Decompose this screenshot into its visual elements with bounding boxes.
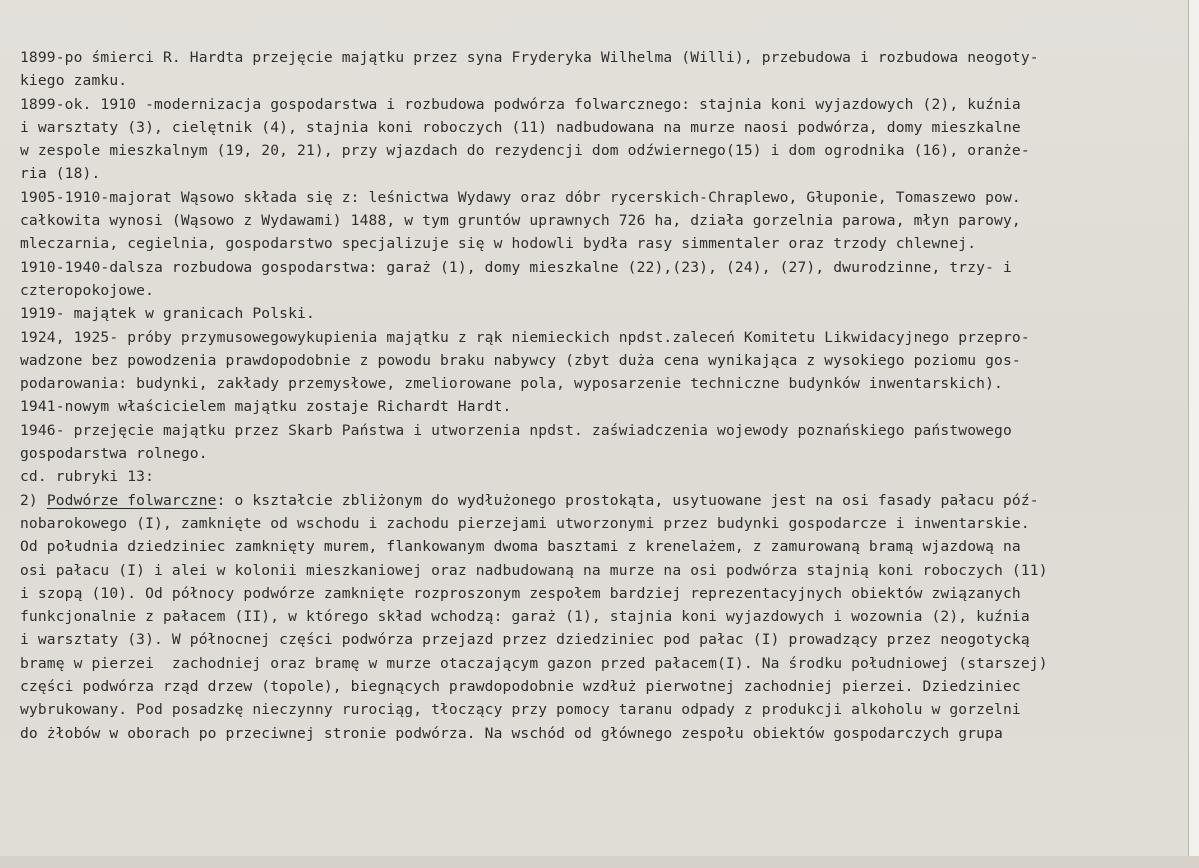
text-line: 1919- majątek w granicach Polski. <box>20 305 315 323</box>
text-line: całkowita wynosi (Wąsowo z Wydawami) 1488, w tym gruntów uprawnych 726 ha, działa gorzelnia parowa, młyn parowy, <box>20 212 1021 230</box>
text-line: 1899-po śmierci R. Hardta przejęcie majątku przez syna Fryderyka Wilhelma (Willi), przebudowa i rozbudowa neogoty- <box>20 49 1039 66</box>
text-line: 1924, 1925- próby przymusowegowykupienia majątku z rąk niemieckich npdst.zaleceń Komitetu Likwidacyjnego przepro- <box>20 328 1030 346</box>
text-line: czteropokojowe. <box>20 281 155 299</box>
text-line: 1910-1940-dalsza rozbudowa gospodarstwa: garaż (1), domy mieszkalne (22),(23), (24), (27), dwurodzinne, trzy- i <box>20 258 1012 276</box>
typed-text-body <box>20 46 1185 745</box>
text-line: bramę w pierzei zachodniej oraz bramę w murze otaczającym gazon przed pałacem(I). Na środku południowej (starszej) <box>20 654 1048 672</box>
text-line: i warsztaty (3), cielętnik (4), stajnia koni roboczych (11) nadbudowana na murze naosi podwórza, domy mieszkalne <box>20 118 1021 136</box>
text-line: w zespole mieszkalnym (19, 20, 21), przy wjazdach do rezydencji dom odźwiernego(15) i dom ogrodnika (16), oranże- <box>20 142 1030 160</box>
section-2-first-line <box>20 489 1185 512</box>
text-line: podarowania: budynki, zakłady przemysłowe, zmeliorowane pola, wyposarzenie techniczne budynków inwentarskich). <box>20 375 1003 393</box>
text-line: wadzone bez powodzenia prawdopodobnie z powodu braku nabywcy (zbyt duża cena wynikająca z wysokiego poziomu gos- <box>20 351 1021 369</box>
text-line: 1905-1910-majorat Wąsowo składa się z: leśnictwa Wydawy oraz dóbr rycerskich-Chraplewo, Głuponie, Tomaszewo pow. <box>20 188 1021 206</box>
text-line: Od południa dziedziniec zamknięty murem, flankowanym dwoma basztami z krenelażem, z zamurowaną bramą wjazdową na <box>20 538 1021 556</box>
section-2-text: : o kształcie zbliżonym do wydłużonego prostokąta, usytuowane jest na osi fasady pałacu póź- <box>216 491 1039 509</box>
text-line: mleczarnia, cegielnia, gospodarstwo specjalizuje się w hodowli bydła rasy simmentaler oraz trzody chlewnej. <box>20 235 977 253</box>
text-line: ria (18). <box>20 165 101 183</box>
text-line: do żłobów w oborach po przeciwnej stronie podwórza. Na wschód od głównego zespołu obiektów gospodarczych grupa <box>20 724 1003 742</box>
text-line: części podwórza rząd drzew (topole), biegnących prawdopodobnie wzdłuż pierwotnej zachodniej pierzei. Dziedziniec <box>20 678 1021 696</box>
text-line: wybrukowany. Pod posadzkę nieczynny rurociąg, tłoczący przy pomocy taranu odpady z produkcji alkoholu w gorzelni <box>20 701 1021 719</box>
page-edge-bottom <box>0 856 1199 868</box>
text-line: 1899-ok. 1910 -modernizacja gospodarstwa i rozbudowa podwórza folwarcznego: stajnia koni wyjazdowych (2), kuźnia <box>20 95 1021 113</box>
text-line: osi pałacu (I) i alei w kolonii mieszkaniowej oraz nadbudowaną na murze na osi podwórza stajnią koni roboczych (11) <box>20 561 1048 579</box>
page-edge-right <box>1188 0 1199 868</box>
text-line: i warsztaty (3). W północnej części podwórza przejazd przez dziedziniec pod pałac (I) prowadzący przez neogotycką <box>20 631 1030 649</box>
text-line: 1941-nowym właścicielem majątku zostaje Richardt Hardt. <box>20 398 512 416</box>
text-line: nobarokowego (I), zamknięte od wschodu i zachodu pierzejami utworzonymi przez budynki gospodarcze i inwentarskie. <box>20 514 1030 532</box>
text-line: 1946- przejęcie majątku przez Skarb Państwa i utworzenia npdst. zaświadczenia wojewody poznańskiego państwowego <box>20 421 1012 439</box>
text-line: funkcjonalnie z pałacem (II), w którego skład wchodzą: garaż (1), stajnia koni wyjazdowych i wozownia (2), kuźnia <box>20 608 1030 626</box>
section-2-heading: Podwórze folwarczne <box>46 491 217 509</box>
text-line: gospodarstwa rolnego. <box>20 445 208 463</box>
section-2-prefix: 2) <box>20 491 47 509</box>
text-line: kiego zamku. <box>20 72 128 90</box>
text-line: cd. rubryki 13: <box>20 468 155 486</box>
text-line: i szopą (10). Od północy podwórze zamknięte rozproszonym zespołem bardziej reprezentacyjnych obiektów związanych <box>20 584 1021 602</box>
